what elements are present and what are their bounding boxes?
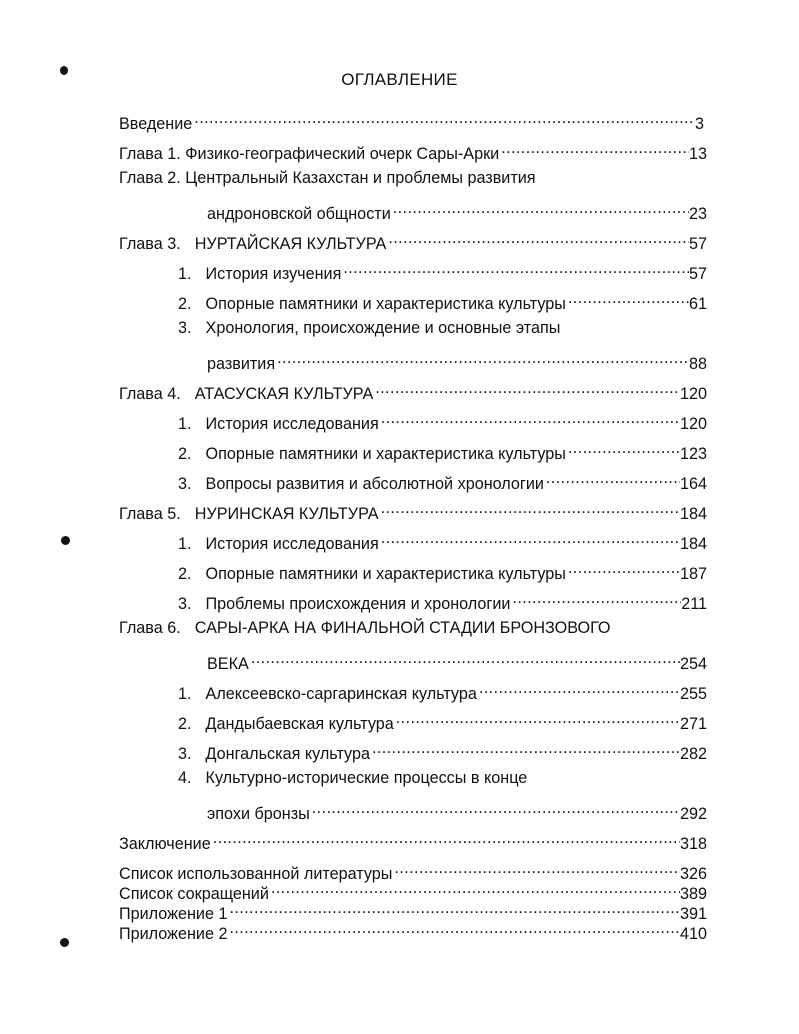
- toc-entry-text: Заключение: [119, 835, 211, 853]
- toc-page-number: 292: [679, 805, 707, 823]
- toc-entry-abbreviations: [119, 877, 707, 903]
- toc-entry-intro: [119, 107, 707, 133]
- toc-entry-text: Введение: [119, 115, 193, 133]
- toc-subentry-number: 1.: [178, 415, 192, 433]
- toc-page-number: 23: [688, 205, 707, 223]
- toc-page-number: 255: [679, 685, 707, 703]
- toc-page-number: 318: [679, 835, 707, 853]
- toc-page-number: 410: [679, 925, 707, 943]
- toc-chapter-label: Глава 5.: [119, 505, 181, 523]
- toc-entry-chapter-2: [119, 167, 707, 189]
- toc-subentry: [178, 707, 707, 733]
- toc-entry-text: Донгальская культура: [205, 745, 370, 763]
- toc-entry-text: Хронология, происхождение и основные этапы: [205, 319, 561, 337]
- toc-chapter-label: Глава 3.: [119, 235, 181, 253]
- dot-leader: [211, 827, 680, 849]
- toc-page-number: 120: [679, 385, 707, 403]
- toc-entry-text: Алексеевско-саргаринская культура: [205, 685, 477, 703]
- toc-subentry-number: 1.: [178, 685, 192, 703]
- dot-leader: [310, 797, 680, 819]
- toc-page-number: 3: [695, 115, 705, 133]
- toc-page-number: 326: [679, 865, 707, 883]
- toc-entry-text: Список использованной литературы: [119, 865, 393, 883]
- toc-page-number: 391: [679, 905, 707, 923]
- dot-leader: [249, 647, 680, 669]
- toc-entry-chapter-5: [119, 497, 707, 523]
- toc-subentry: [178, 677, 707, 703]
- toc-subentry: [178, 317, 707, 339]
- toc-subentry: [178, 557, 707, 583]
- toc-subentry-number: 1.: [178, 535, 192, 553]
- toc-page-number: 254: [679, 655, 707, 673]
- toc-entry-text: НУРТАЙСКАЯ КУЛЬТУРА: [194, 235, 387, 253]
- toc-subentry: [178, 437, 707, 463]
- dot-leader: [227, 897, 680, 919]
- toc-entry-text: История изучения: [205, 265, 342, 283]
- dot-leader: [227, 917, 680, 939]
- dot-leader: [477, 677, 680, 699]
- toc-chapter-label: Глава 6.: [119, 619, 181, 637]
- dot-leader: [499, 137, 689, 159]
- toc-page-number: 211: [681, 595, 707, 613]
- dot-leader: [379, 497, 680, 519]
- toc-subentry-number: 3.: [178, 475, 192, 493]
- toc-page-number: 88: [688, 355, 707, 373]
- dot-leader: [392, 857, 680, 879]
- toc-entry-text: Проблемы происхождения и хронологии: [205, 595, 511, 613]
- toc-entry-chapter-6: [119, 617, 707, 639]
- dot-leader: [373, 377, 680, 399]
- toc-subentry-number: 2.: [178, 565, 192, 583]
- toc-entry-text: Опорные памятники и характеристика культуры: [205, 295, 566, 313]
- toc-entry-text: Приложение 1: [119, 905, 228, 923]
- dot-leader: [544, 467, 680, 489]
- toc-subentry-number: 3.: [178, 745, 192, 763]
- dot-leader: [379, 407, 680, 429]
- toc-subentry-number: 3.: [178, 319, 192, 337]
- toc-page-number: 389: [679, 885, 707, 903]
- toc-entry-text: Опорные памятники и характеристика культуры: [205, 445, 566, 463]
- toc-subentry: [178, 257, 707, 283]
- toc-entry-text: развития: [207, 355, 276, 373]
- dot-leader: [192, 107, 695, 129]
- toc-chapter-label: Глава 4.: [119, 385, 181, 403]
- toc-subentry: [178, 587, 707, 613]
- toc-entry-text: НУРИНСКАЯ КУЛЬТУРА: [194, 505, 379, 523]
- toc-entry-text: Приложение 2: [119, 925, 228, 943]
- toc-page-number: 123: [679, 445, 707, 463]
- toc-subentry: [178, 527, 707, 553]
- toc-subentry-number: 4.: [178, 769, 192, 787]
- toc-subentry: [178, 467, 707, 493]
- toc-entry-text: Культурно-исторические процессы в конце: [205, 769, 528, 787]
- dot-leader: [391, 197, 689, 219]
- dot-leader: [566, 557, 680, 579]
- toc-entry-chapter-3: [119, 227, 707, 253]
- toc-entry-text: Глава 1. Физико-географический очерк Сары-Арки: [119, 145, 500, 163]
- dot-leader: [510, 587, 681, 609]
- toc-entry-text: ВЕКА: [207, 655, 249, 673]
- toc-entry-appendix-1: [119, 897, 707, 923]
- dot-leader: [370, 737, 680, 759]
- toc-entry-text: Глава 2. Центральный Казахстан и проблемы развития: [119, 169, 536, 187]
- toc-page-number: 187: [679, 565, 707, 583]
- toc-subentry-number: 2.: [178, 445, 192, 463]
- dot-leader: [394, 707, 680, 729]
- toc-subentry-cont: [207, 347, 707, 373]
- toc-subentry: [178, 737, 707, 763]
- dot-leader: [386, 227, 689, 249]
- toc-page-number: 271: [679, 715, 707, 733]
- toc-subentry-number: 3.: [178, 595, 192, 613]
- toc-subentry-number: 2.: [178, 295, 192, 313]
- toc-subentry-cont: [207, 797, 707, 823]
- toc-page-number: 184: [679, 505, 707, 523]
- toc-subentry: [178, 767, 707, 789]
- toc-subentry: [178, 407, 707, 433]
- dot-leader: [275, 347, 689, 369]
- dot-leader: [379, 527, 680, 549]
- scan-mark: [60, 66, 68, 75]
- toc-page-number: 57: [688, 265, 707, 283]
- toc-page-number: 164: [679, 475, 707, 493]
- toc-subentry: [178, 287, 707, 313]
- toc-subentry-number: 1.: [178, 265, 192, 283]
- toc-entry-text: САРЫ-АРКА НА ФИНАЛЬНОЙ СТАДИИ БРОНЗОВОГО: [194, 619, 611, 637]
- toc-entry-text: История исследования: [205, 535, 379, 553]
- dot-leader: [566, 287, 689, 309]
- toc-entry-chapter-2-cont: [207, 197, 707, 223]
- dot-leader: [566, 437, 680, 459]
- toc-entry-text: История исследования: [205, 415, 379, 433]
- toc-entry-appendix-2: [119, 917, 707, 943]
- toc-page-number: 13: [688, 145, 707, 163]
- dot-leader: [269, 877, 680, 899]
- toc-entry-text: Список сокращений: [119, 885, 269, 903]
- toc-entry-text: андроновской общности: [207, 205, 391, 223]
- toc-entry-conclusion: [119, 827, 707, 853]
- toc-page-number: 57: [688, 235, 707, 253]
- toc-entry-chapter-6-cont: [207, 647, 707, 673]
- toc-entry-text: Опорные памятники и характеристика культуры: [205, 565, 566, 583]
- toc-entry-text: Дандыбаевская культура: [205, 715, 394, 733]
- toc-entry-chapter-4: [119, 377, 707, 403]
- toc-entry-text: Вопросы развития и абсолютной хронологии: [205, 475, 544, 493]
- page-title: ОГЛАВЛЕНИЕ: [341, 70, 458, 89]
- dot-leader: [341, 257, 689, 279]
- toc-entry-text: эпохи бронзы: [207, 805, 310, 823]
- toc-page-number: 184: [679, 535, 707, 553]
- scan-mark: [60, 938, 69, 947]
- toc-subentry-number: 2.: [178, 715, 192, 733]
- toc-page-number: 282: [679, 745, 707, 763]
- toc-entry-bibliography: [119, 857, 707, 883]
- toc-entry-text: АТАСУСКАЯ КУЛЬТУРА: [194, 385, 374, 403]
- toc-entry-chapter-1: [119, 137, 707, 163]
- toc-page-number: 61: [688, 295, 707, 313]
- toc-page-number: 120: [679, 415, 707, 433]
- scan-mark: [61, 536, 70, 545]
